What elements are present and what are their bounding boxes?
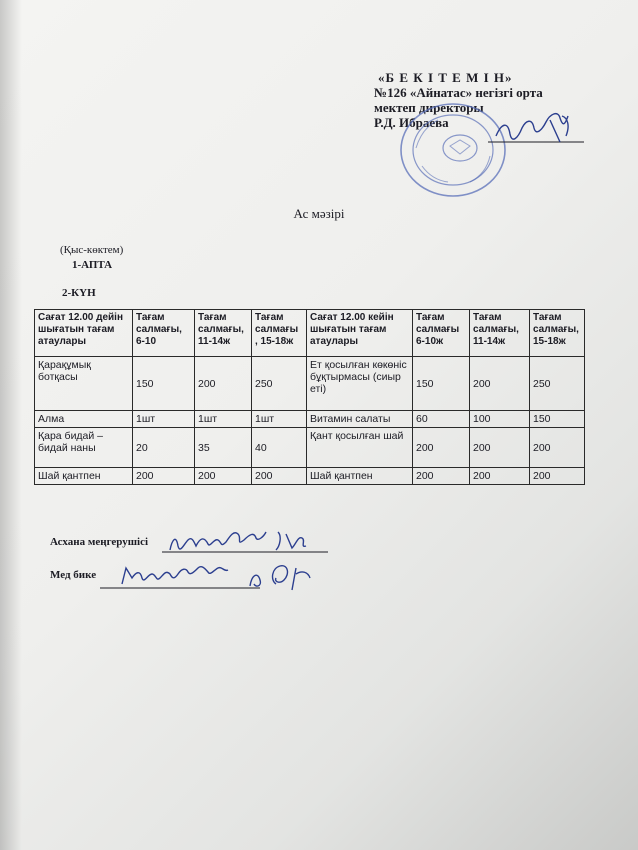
table-header-row (35, 310, 585, 357)
weight-cell: 200 (195, 468, 252, 485)
weight-cell: 200 (413, 468, 470, 485)
weight-cell: 200 (530, 428, 585, 468)
header-cell: Тағам салмағы, 15-18ж (530, 310, 585, 357)
week-label: 1-АПТА (72, 259, 113, 271)
approval-school: №126 «Айнатас» негізгі орта (374, 85, 543, 100)
dish-cell: Шай қантпен (35, 468, 133, 485)
day-label: 2-КҮН (62, 287, 96, 299)
header-cell: Тағам салмағы, 6-10 (133, 310, 195, 357)
nurse-label: Мед бике (50, 569, 97, 581)
weight-cell: 250 (530, 357, 585, 411)
weight-cell: 1шт (195, 411, 252, 428)
dish-cell: Қара бидай – бидай наны (35, 428, 133, 468)
header-cell: Тағам салмағы , 15-18ж (252, 310, 307, 357)
table-row (35, 411, 585, 428)
header-cell: Тағам салмағы, 11-14ж (195, 310, 252, 357)
weight-cell: 200 (252, 468, 307, 485)
weight-cell: 150 (133, 357, 195, 411)
weight-cell: 35 (195, 428, 252, 468)
header-cell: Тағам салмағы 6-10ж (413, 310, 470, 357)
page-title: Ас мәзірі (293, 206, 345, 221)
table-row (35, 357, 585, 411)
table-row (35, 428, 585, 468)
dish-cell: Алма (35, 411, 133, 428)
weight-cell: 100 (470, 411, 530, 428)
dish-cell: Ет қосылған көкөніс бұқтырмасы (сиыр еті) (307, 357, 413, 411)
table-row (35, 468, 585, 485)
weight-cell: 200 (413, 428, 470, 468)
weight-cell: 200 (195, 357, 252, 411)
dish-cell: Қант қосылған шай (307, 428, 413, 468)
dish-cell: Қарақұмық ботқасы (35, 357, 133, 411)
weight-cell: 150 (530, 411, 585, 428)
dish-cell: Витамин салаты (307, 411, 413, 428)
weight-cell: 60 (413, 411, 470, 428)
header-cell: Тағам салмағы, 11-14ж (470, 310, 530, 357)
page-shadow (0, 0, 22, 850)
approval-heading: «Б Е К І Т Е М І Н» (378, 70, 513, 85)
header-cell: Сағат 12.00 дейін шығатын тағам атаулары (35, 310, 133, 357)
dish-cell: Шай қантпен (307, 468, 413, 485)
nurse-signature (100, 560, 335, 596)
weight-cell: 200 (133, 468, 195, 485)
weight-cell: 1шт (252, 411, 307, 428)
director-signature (480, 108, 590, 148)
cook-label: Асхана меңгерушісі (50, 536, 149, 548)
weight-cell: 200 (470, 468, 530, 485)
approval-position: мектеп директоры (374, 100, 484, 115)
weight-cell: 200 (530, 468, 585, 485)
weight-cell: 1шт (133, 411, 195, 428)
weight-cell: 200 (470, 357, 530, 411)
menu-table (34, 309, 585, 485)
weight-cell: 20 (133, 428, 195, 468)
header-cell: Сағат 12.00 кейін шығатын тағам атаулары (307, 310, 413, 357)
weight-cell: 200 (470, 428, 530, 468)
weight-cell: 150 (413, 357, 470, 411)
weight-cell: 250 (252, 357, 307, 411)
weight-cell: 40 (252, 428, 307, 468)
approval-name: Р.Д. Ибраева (374, 115, 449, 130)
season-label: (Қыс-көктем) (60, 244, 124, 256)
cook-signature (160, 524, 330, 564)
